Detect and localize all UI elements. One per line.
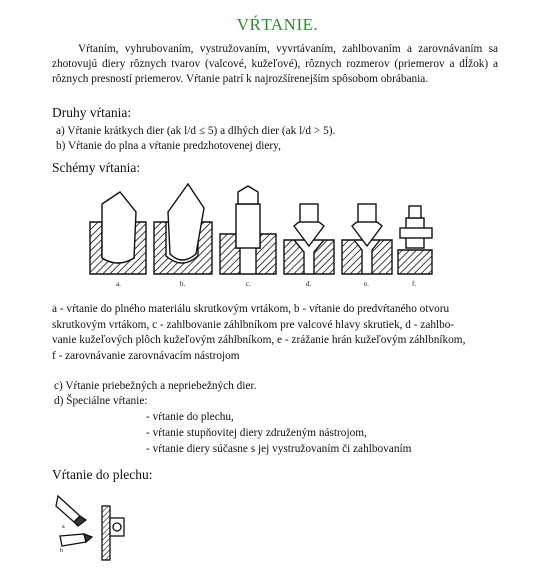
scheme-label-b: b. bbox=[180, 280, 186, 288]
scheme-label-e: e. bbox=[364, 280, 369, 288]
scheme-c-tool bbox=[236, 204, 260, 248]
list-item-b: b) Vŕtanie do plna a vŕtanie predzhotovenej diery, bbox=[56, 140, 281, 152]
list-item-d: d) Špeciálne vŕtanie: bbox=[54, 395, 148, 407]
page-title: VŔTANIE. bbox=[236, 15, 319, 34]
drilling-schemes-figure bbox=[88, 182, 448, 290]
schemes-caption: a - vŕtanie do plného materiálu skrutkovým vrtákom, b - vŕtanie do predvŕtaného otvoru skrutkovým vrtákom, c - zahlbovanie záhlbníkom pre valcové hlavy skrutiek, d - zahlbo- vanie kužeľových plôch kužeľovým záhlbníkom, e - zrážanie hrán kužeľovým záhlbníkom, f - zarovnávanie zarovnávacím nástrojom bbox=[52, 303, 466, 362]
list-item-c: c) Vŕtanie priebežných a nepriebežných dier. bbox=[54, 380, 257, 392]
heading-druhy-vrtania: Druhy vŕtania: bbox=[52, 105, 132, 120]
scheme-label-c: c. bbox=[246, 280, 251, 288]
scheme-label-f: f. bbox=[412, 280, 417, 288]
sheet-drill-a bbox=[56, 496, 80, 522]
sheet-label-a: a bbox=[62, 524, 65, 530]
scheme-label-d: d. bbox=[306, 280, 312, 288]
sheet-label-b: b bbox=[60, 548, 63, 554]
heading-vrtanie-do-plechu: Vŕtanie do plechu: bbox=[52, 467, 153, 482]
sub-item-1: - vŕtanie do plechu, bbox=[146, 411, 234, 423]
scheme-d-tool bbox=[294, 219, 324, 246]
scheme-label-a: a. bbox=[116, 280, 121, 288]
scheme-e-tool bbox=[352, 219, 382, 246]
sheet-drill-b bbox=[60, 534, 86, 546]
sub-item-2: - vŕtanie stupňovitej diery združeným nástrojom, bbox=[146, 427, 367, 439]
intro-paragraph: Vŕtaním, vyhrubovaním, vystružovaním, vyvrtávaním, zahlbovaním a zarovnávaním sa zhotovujú diery rôznych tvarov (valcové, kužeľové), rôznych rozmerov (priemerov a dĺžok) a rôznych presností priemerov. Vŕtanie patrí k najrozšírenejším spôsobom obrábania. bbox=[52, 43, 498, 85]
sub-item-3: - vŕtanie diery súčasne s jej vystružovaním či zahlbovaním bbox=[146, 443, 412, 455]
sheet-drilling-figure bbox=[54, 492, 134, 564]
sheet-plate bbox=[102, 506, 110, 560]
heading-schemy-vrtania: Schémy vŕtania: bbox=[52, 160, 141, 175]
scheme-f-workpiece bbox=[398, 250, 432, 274]
scheme-a-drill bbox=[102, 192, 136, 263]
list-item-a: a) Vŕtanie krátkych dier (ak l/d ≤ 5) a dlhých dier (ak l/d > 5). bbox=[56, 125, 336, 137]
